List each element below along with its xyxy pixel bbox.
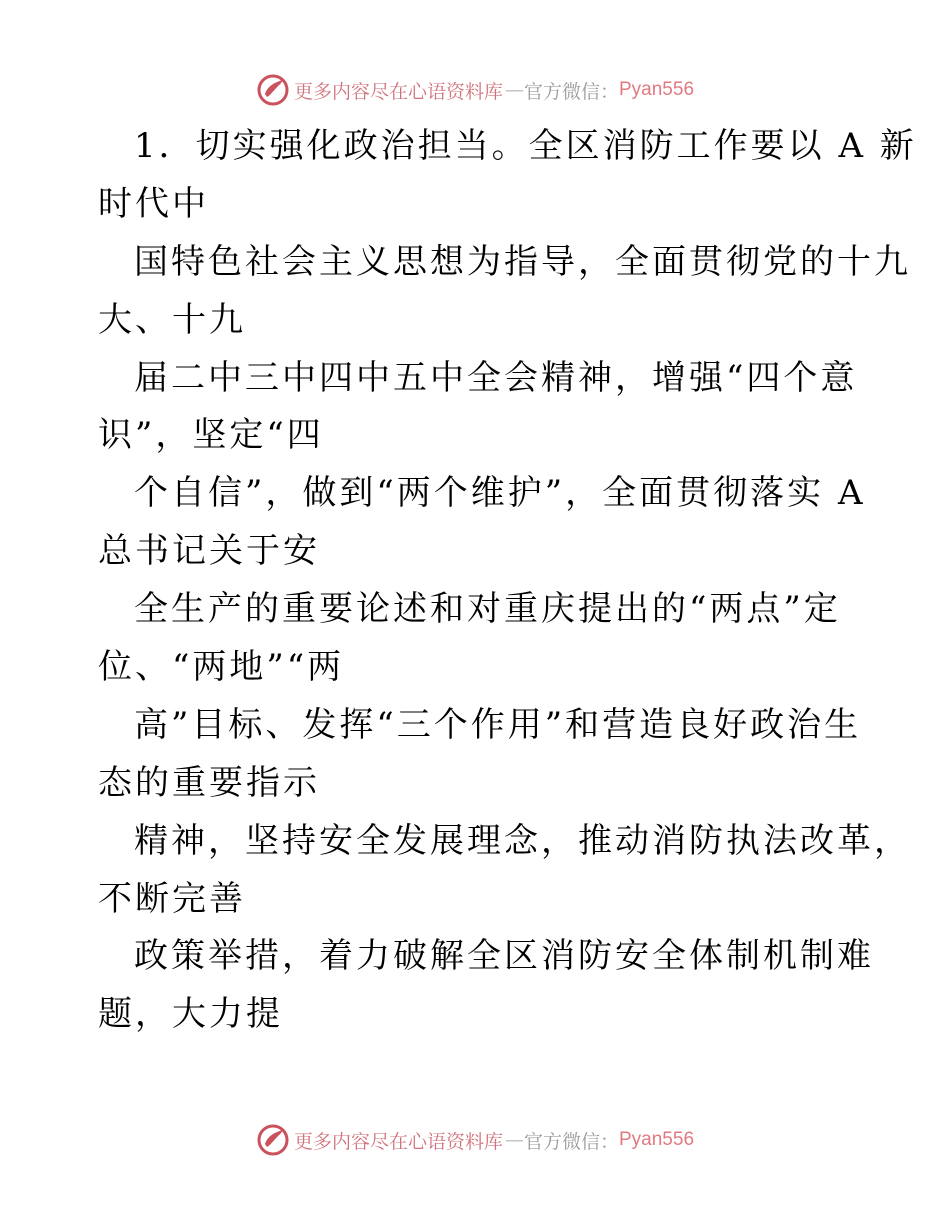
watermark-sub-text: 官方微信： <box>523 80 619 103</box>
text-line: 识”，坚定“四 <box>98 415 324 456</box>
header-watermark <box>0 70 950 110</box>
document-body <box>98 118 917 1044</box>
text-line: 精神，坚持安全发展理念，推动消防执法改革， <box>134 820 911 861</box>
text-line: 全生产的重要论述和对重庆提出的“两点”定 <box>134 589 841 630</box>
lotus-logo-icon <box>256 73 290 107</box>
text-line: 大、十九 <box>98 299 246 340</box>
text-line: 总书记关于安 <box>98 531 320 572</box>
watermark-dash: — <box>504 1129 522 1151</box>
lotus-logo-icon <box>256 1123 290 1157</box>
watermark-sub-text: 官方微信： <box>523 1130 619 1153</box>
watermark-dash: — <box>504 79 522 101</box>
text-line: 位、“两地”“两 <box>98 647 345 688</box>
watermark-wechat-id: Pyan556 <box>619 79 695 100</box>
watermark-wechat-id: Pyan556 <box>619 1129 695 1150</box>
text-line: 题，大力提 <box>98 994 283 1035</box>
watermark-main-text: 更多内容尽在心语资料库 <box>293 1130 503 1153</box>
text-line: 态的重要指示 <box>98 762 320 803</box>
footer-watermark <box>0 1120 950 1160</box>
text-line: 不断完善 <box>98 878 246 919</box>
text-line: 个自信”，做到“两个维护”，全面贯彻落实 A <box>134 473 866 514</box>
text-line: 届二中三中四中五中全会精神，增强“四个意 <box>134 357 858 398</box>
watermark-main-text: 更多内容尽在心语资料库 <box>293 80 503 103</box>
text-line: 1．切实强化政治担当。全区消防工作要以 A 新 <box>134 126 917 166</box>
text-line: 时代中 <box>98 183 209 224</box>
text-line: 高”目标、发挥“三个作用”和营造良好政治生 <box>134 704 862 745</box>
text-line: 国特色社会主义思想为指导，全面贯彻党的十九 <box>134 241 911 282</box>
text-line: 政策举措，着力破解全区消防安全体制机制难 <box>134 936 874 977</box>
